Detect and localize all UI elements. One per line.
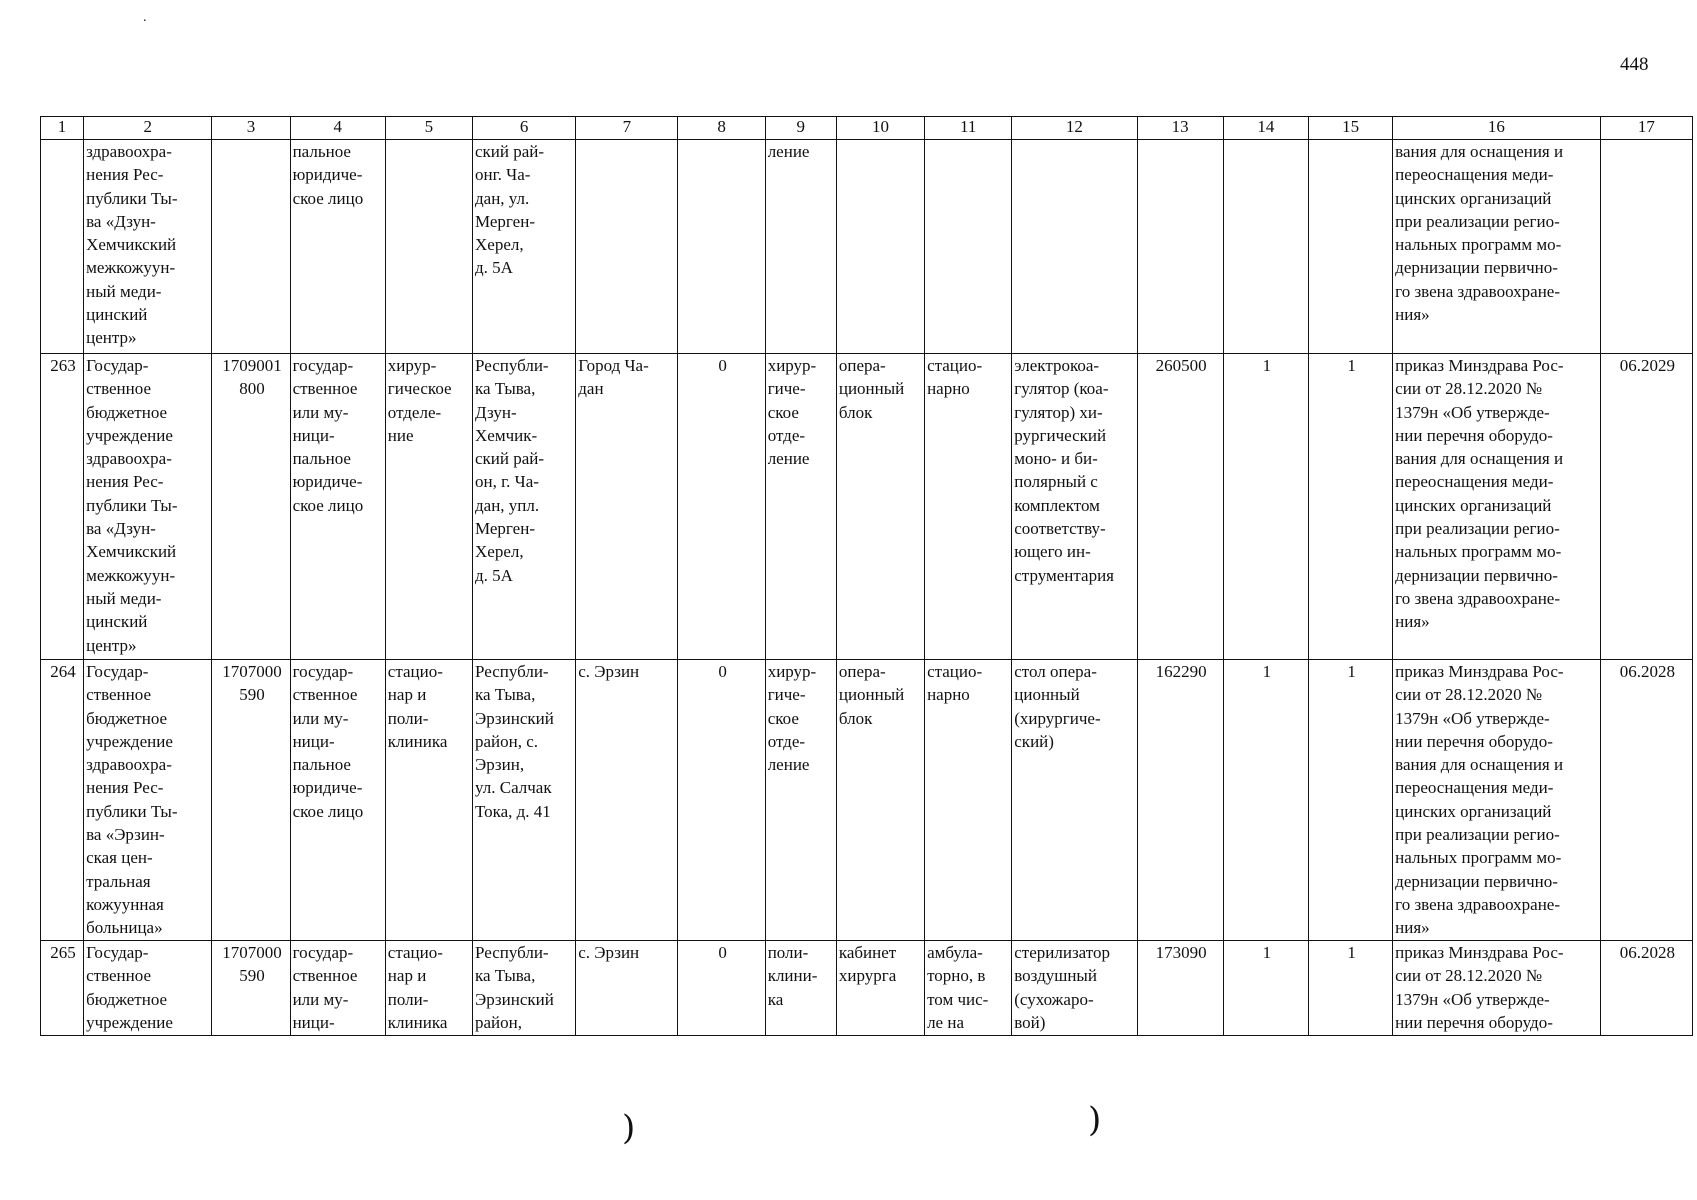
- cell-equipment: [1012, 140, 1137, 354]
- page-number: 448: [1620, 54, 1649, 75]
- cell-address: ский рай- онг. Ча- дан, ул. Мерген- Херел, д. 5А: [473, 140, 576, 354]
- cell-legal-basis: приказ Минздрава Рос- сии от 28.12.2020 № 1379н «Об утвержде- нии перечня оборудо- вания для оснащения и переоснащения меди- цинских организаций при реализации регио- нальных программ мо- дернизации первично- го звена здравоохране- ния»: [1393, 660, 1601, 941]
- bracket-mark: ): [622, 1108, 636, 1148]
- cell-institution-name: Государ- ственное бюджетное учреждение здравоохра- нения Рес- публики Ты- ва «Эрзин- ская цен- тральная кожуунная больница»: [84, 660, 212, 941]
- cell-row-number: 264: [41, 660, 84, 941]
- column-number: 7: [576, 117, 678, 140]
- column-number: 17: [1600, 117, 1692, 140]
- cell-room: опера- ционный блок: [836, 660, 924, 941]
- cell-room: кабинет хирурга: [836, 941, 924, 1036]
- cell-date: 06.2029: [1600, 354, 1692, 660]
- cell-legal-basis: вания для оснащения и переоснащения меди- цинских организаций при реализации регио- нальных программ мо- дернизации первично- го звена здравоохране- ния»: [1393, 140, 1601, 354]
- cell-institution-name: Государ- ственное бюджетное учреждение: [84, 941, 212, 1036]
- cell-price: 260500: [1137, 354, 1223, 660]
- cell-legal-form: пальное юридиче- ское лицо: [290, 140, 385, 354]
- cell-settlement: с. Эрзин: [576, 941, 678, 1036]
- cell-care-mode: амбула- торно, в том чис- ле на: [925, 941, 1012, 1036]
- column-number: 6: [473, 117, 576, 140]
- cell-institution-name: Государ- ственное бюджетное учреждение здравоохра- нения Рес- публики Ты- ва «Дзун- Хемчикский межкожуун- ный меди- цинский центр»: [84, 354, 212, 660]
- cell-unit-type: хирур- гическое отделе- ние: [385, 354, 472, 660]
- cell-settlement: [576, 140, 678, 354]
- cell-date: 06.2028: [1600, 941, 1692, 1036]
- cell-row-number: 263: [41, 354, 84, 660]
- column-number: 12: [1012, 117, 1137, 140]
- cell-quantity: [1223, 140, 1308, 354]
- cell-date: 06.2028: [1600, 660, 1692, 941]
- cell-col-8: 0: [678, 941, 765, 1036]
- column-number: 4: [290, 117, 385, 140]
- table-row: [41, 660, 1693, 941]
- cell-equipment: стерилизатор воздушный (сухожаро- вой): [1012, 941, 1137, 1036]
- table-row: [41, 354, 1693, 660]
- cell-price: 173090: [1137, 941, 1223, 1036]
- column-number-row: [41, 117, 1693, 140]
- cell-settlement: с. Эрзин: [576, 660, 678, 941]
- cell-department: хирур- гиче- ское отде- ление: [765, 354, 836, 660]
- cell-legal-form: государ- ственное или му- ници- пальное юридиче- ское лицо: [290, 660, 385, 941]
- cell-code: 1709001 800: [212, 354, 290, 660]
- column-number: 2: [84, 117, 212, 140]
- column-number: 10: [836, 117, 924, 140]
- cell-row-number: 265: [41, 941, 84, 1036]
- table-row: [41, 941, 1693, 1036]
- cell-unit-type: стацио- нар и поли- клиника: [385, 660, 472, 941]
- column-number: 11: [925, 117, 1012, 140]
- cell-quantity: 1: [1223, 354, 1308, 660]
- cell-quantity-2: 1: [1308, 354, 1392, 660]
- cell-care-mode: [925, 140, 1012, 354]
- cell-care-mode: стацио- нарно: [925, 660, 1012, 941]
- cell-room: [836, 140, 924, 354]
- cell-department: хирур- гиче- ское отде- ление: [765, 660, 836, 941]
- column-number: 15: [1308, 117, 1392, 140]
- cell-row-number: [41, 140, 84, 354]
- cell-department: поли- клини- ка: [765, 941, 836, 1036]
- cell-care-mode: стацио- нарно: [925, 354, 1012, 660]
- cell-legal-form: государ- ственное или му- ници- пальное юридиче- ское лицо: [290, 354, 385, 660]
- cell-code: 1707000 590: [212, 941, 290, 1036]
- cell-legal-basis: приказ Минздрава Рос- сии от 28.12.2020 № 1379н «Об утвержде- нии перечня оборудо-: [1393, 941, 1601, 1036]
- cell-equipment: стол опера- ционный (хирургиче- ский): [1012, 660, 1137, 941]
- column-number: 8: [678, 117, 765, 140]
- cell-legal-form: государ- ственное или му- ници-: [290, 941, 385, 1036]
- table-row-continued: [41, 140, 1693, 354]
- cell-code: [212, 140, 290, 354]
- cell-equipment: электрокоа- гулятор (коа- гулятор) хи- рургический моно- и би- полярный с комплектом соответству- ющего ин- струментария: [1012, 354, 1137, 660]
- cell-col-8: 0: [678, 354, 765, 660]
- cell-address: Республи- ка Тыва, Эрзинский район,: [473, 941, 576, 1036]
- cell-address: Республи- ка Тыва, Эрзинский район, с. Эрзин, ул. Салчак Тока, д. 41: [473, 660, 576, 941]
- cell-code: 1707000 590: [212, 660, 290, 941]
- column-number: 3: [212, 117, 290, 140]
- column-number: 1: [41, 117, 84, 140]
- cell-quantity-2: 1: [1308, 660, 1392, 941]
- column-number: 9: [765, 117, 836, 140]
- column-number: 16: [1393, 117, 1601, 140]
- cell-address: Республи- ка Тыва, Дзун- Хемчик- ский рай- он, г. Ча- дан, упл. Мерген- Херел, д. 5А: [473, 354, 576, 660]
- cell-quantity-2: 1: [1308, 941, 1392, 1036]
- cell-settlement: Город Ча- дан: [576, 354, 678, 660]
- cell-price: [1137, 140, 1223, 354]
- equipment-registry-table: [40, 116, 1693, 1036]
- cell-unit-type: стацио- нар и поли- клиника: [385, 941, 472, 1036]
- column-number: 14: [1223, 117, 1308, 140]
- cell-legal-basis: приказ Минздрава Рос- сии от 28.12.2020 № 1379н «Об утвержде- нии перечня оборудо- вания для оснащения и переоснащения меди- цинских организаций при реализации регио- нальных программ мо- дернизации первично- го звена здравоохране- ния»: [1393, 354, 1601, 660]
- cell-room: опера- ционный блок: [836, 354, 924, 660]
- cell-institution-name: здравоохра- нения Рес- публики Ты- ва «Дзун- Хемчикский межкожуун- ный меди- цинский центр»: [84, 140, 212, 354]
- cell-unit-type: [385, 140, 472, 354]
- bracket-mark: ): [1088, 1100, 1102, 1140]
- column-number: 5: [385, 117, 472, 140]
- cell-quantity: 1: [1223, 660, 1308, 941]
- cell-price: 162290: [1137, 660, 1223, 941]
- stray-dot: .: [143, 10, 147, 25]
- cell-quantity: 1: [1223, 941, 1308, 1036]
- cell-col-8: 0: [678, 660, 765, 941]
- cell-date: [1600, 140, 1692, 354]
- cell-col-8: [678, 140, 765, 354]
- cell-department: ление: [765, 140, 836, 354]
- cell-quantity-2: [1308, 140, 1392, 354]
- column-number: 13: [1137, 117, 1223, 140]
